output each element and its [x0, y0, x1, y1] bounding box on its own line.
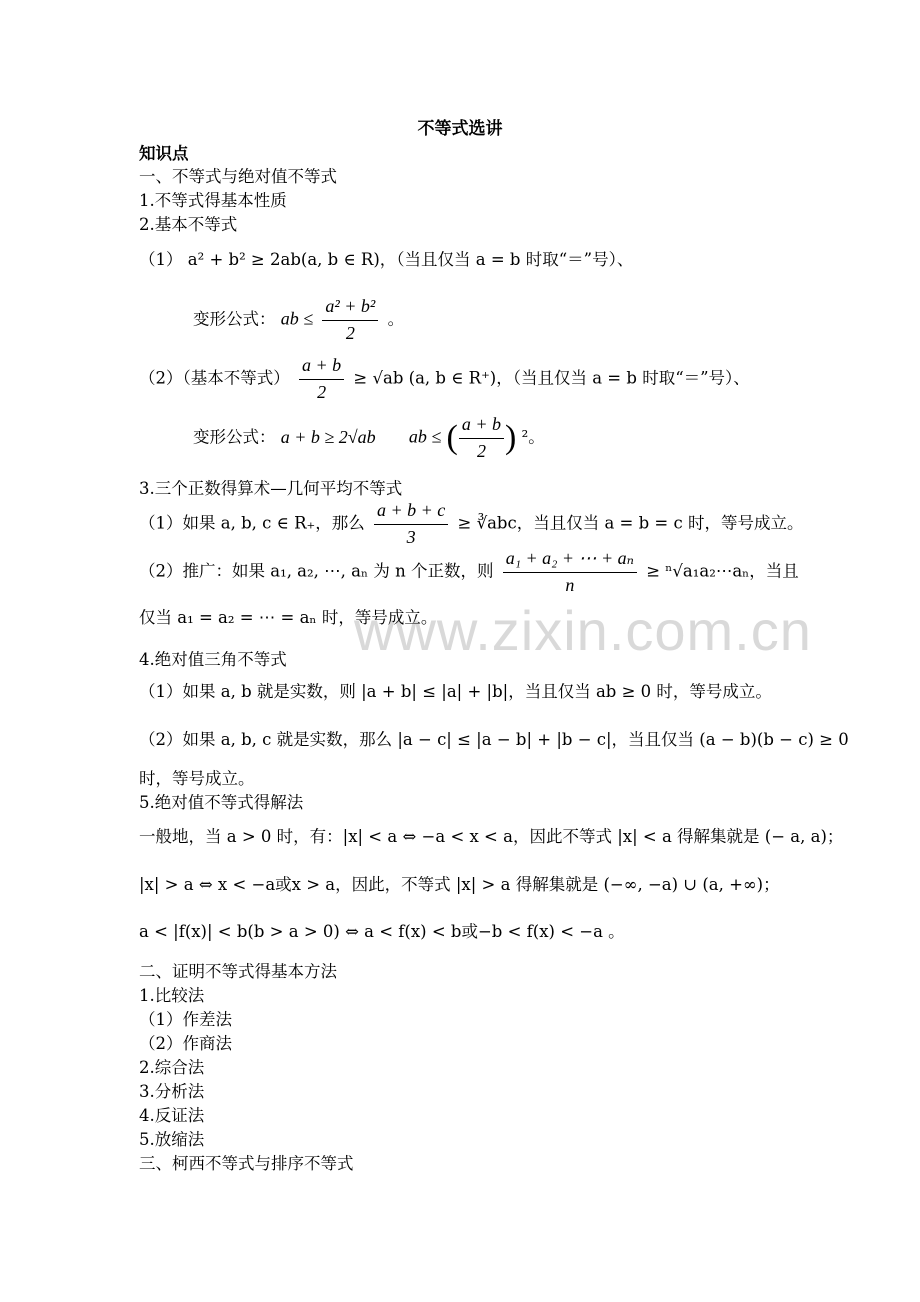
- method-4: 4.反证法: [139, 1106, 205, 1125]
- inequality-4-2: （2）如果 a, b, c 就是实数，那么 |a − c| ≤ |a − b| + |b − c|，当且仅当 (a − b)(b − c) ≥ 0: [139, 730, 849, 749]
- numerator: a₁ + a₂ + ⋯ + aₙ: [503, 548, 637, 573]
- variant-b: ab ≤: [408, 426, 442, 447]
- part-a: （1）如果 a, b, c ∈ R₊，那么: [139, 513, 365, 533]
- inequality-4-1: （1）如果 a, b 就是实数，则 |a + b| ≤ |a| + |b|，当且仅当 ab ≥ 0 时，等号成立。: [139, 682, 772, 701]
- variant-a: a + b ≥ 2√ab: [280, 426, 376, 447]
- denominator: 2: [345, 322, 355, 343]
- part-b: ≥ ⁿ√a₁a₂⋯aₙ，当且: [646, 561, 799, 581]
- inequality-2-1: （1） a² + b² ≥ 2ab(a, b ∈ R)，（当且仅当 a = b 时取“＝”号）、: [139, 250, 634, 269]
- variant-2-1: [193, 296, 404, 344]
- variant-end: ²。: [521, 427, 545, 447]
- watermark: www.zixin.com.cn: [354, 599, 812, 662]
- label: （2）（基本不等式）: [139, 368, 290, 388]
- numerator: a² + b²: [322, 296, 378, 321]
- method-1: 1.比较法: [139, 986, 205, 1005]
- fraction: [322, 296, 378, 344]
- solution-line-2: |x| > a ⇔ x < −a或x > a，因此，不等式 |x| > a 得解集就是 (−∞, −a) ∪ (a, +∞)；: [139, 875, 780, 894]
- item-5-heading: 5.绝对值不等式得解法: [139, 793, 304, 812]
- denominator: 2: [476, 440, 486, 461]
- section-heading-1: 一、不等式与绝对值不等式: [139, 167, 337, 186]
- variant-lhs: ab ≤: [280, 308, 314, 329]
- method-5: 5.放缩法: [139, 1130, 205, 1149]
- part-b: ≥ ∛abc，当且仅当 a = b = c 时，等号成立。: [457, 513, 804, 533]
- method-1-1: （1）作差法: [139, 1010, 232, 1029]
- variant-label: 变形公式：: [193, 309, 276, 329]
- variant-2-2: [193, 414, 545, 462]
- numerator: a + b: [299, 355, 344, 380]
- inequality-3-2-cont: 仅当 a₁ = a₂ = ⋯ = aₙ 时，等号成立。: [139, 608, 438, 627]
- denominator: n: [565, 574, 575, 595]
- numerator: a + b + c: [374, 500, 448, 525]
- section-heading-3: 三、柯西不等式与排序不等式: [139, 1154, 354, 1173]
- denominator: 2: [317, 381, 327, 402]
- denominator: 3: [406, 526, 416, 547]
- item-3-heading: 3.三个正数得算术—几何平均不等式: [139, 479, 403, 498]
- solution-line-3: a < |f(x)| < b(b > a > 0) ⇔ a < f(x) < b或−b < f(x) < −a 。: [139, 922, 625, 941]
- variant-label: 变形公式：: [193, 427, 276, 447]
- method-1-2: （2）作商法: [139, 1034, 232, 1053]
- left-paren: (: [446, 419, 458, 457]
- right-paren: ): [505, 419, 517, 457]
- fraction: [459, 414, 504, 462]
- item-2-heading: 2.基本不等式: [139, 215, 238, 234]
- solution-line-1: 一般地，当 a > 0 时，有：|x| < a ⇔ −a < x < a，因此不等式 |x| < a 得解集就是 (− a, a)；: [139, 827, 844, 846]
- item-4-heading: 4.绝对值三角不等式: [139, 650, 287, 669]
- method-3: 3.分析法: [139, 1082, 205, 1101]
- part-a: （2）推广：如果 a₁, a₂, ⋯, aₙ 为 n 个正数，则: [139, 561, 494, 581]
- rest: ≥ √ab (a, b ∈ R⁺)，（当且仅当 a = b 时取“＝”号）、: [353, 368, 750, 388]
- method-2: 2.综合法: [139, 1058, 205, 1077]
- numerator: a + b: [459, 414, 504, 439]
- fraction: [374, 500, 448, 548]
- inequality-4-2-cont: 时，等号成立。: [139, 769, 255, 788]
- section-heading-2: 二、证明不等式得基本方法: [139, 962, 337, 981]
- fraction: [299, 355, 344, 403]
- fraction: [503, 548, 637, 596]
- variant-end: 。: [387, 309, 405, 329]
- inequality-2-2: [139, 355, 750, 403]
- item-1-heading: 1.不等式得基本性质: [139, 191, 287, 210]
- inequality-3-2: [139, 548, 799, 596]
- page-title: 不等式选讲: [417, 119, 503, 139]
- section-label: 知识点: [139, 144, 189, 163]
- inequality-3-1: [139, 500, 803, 548]
